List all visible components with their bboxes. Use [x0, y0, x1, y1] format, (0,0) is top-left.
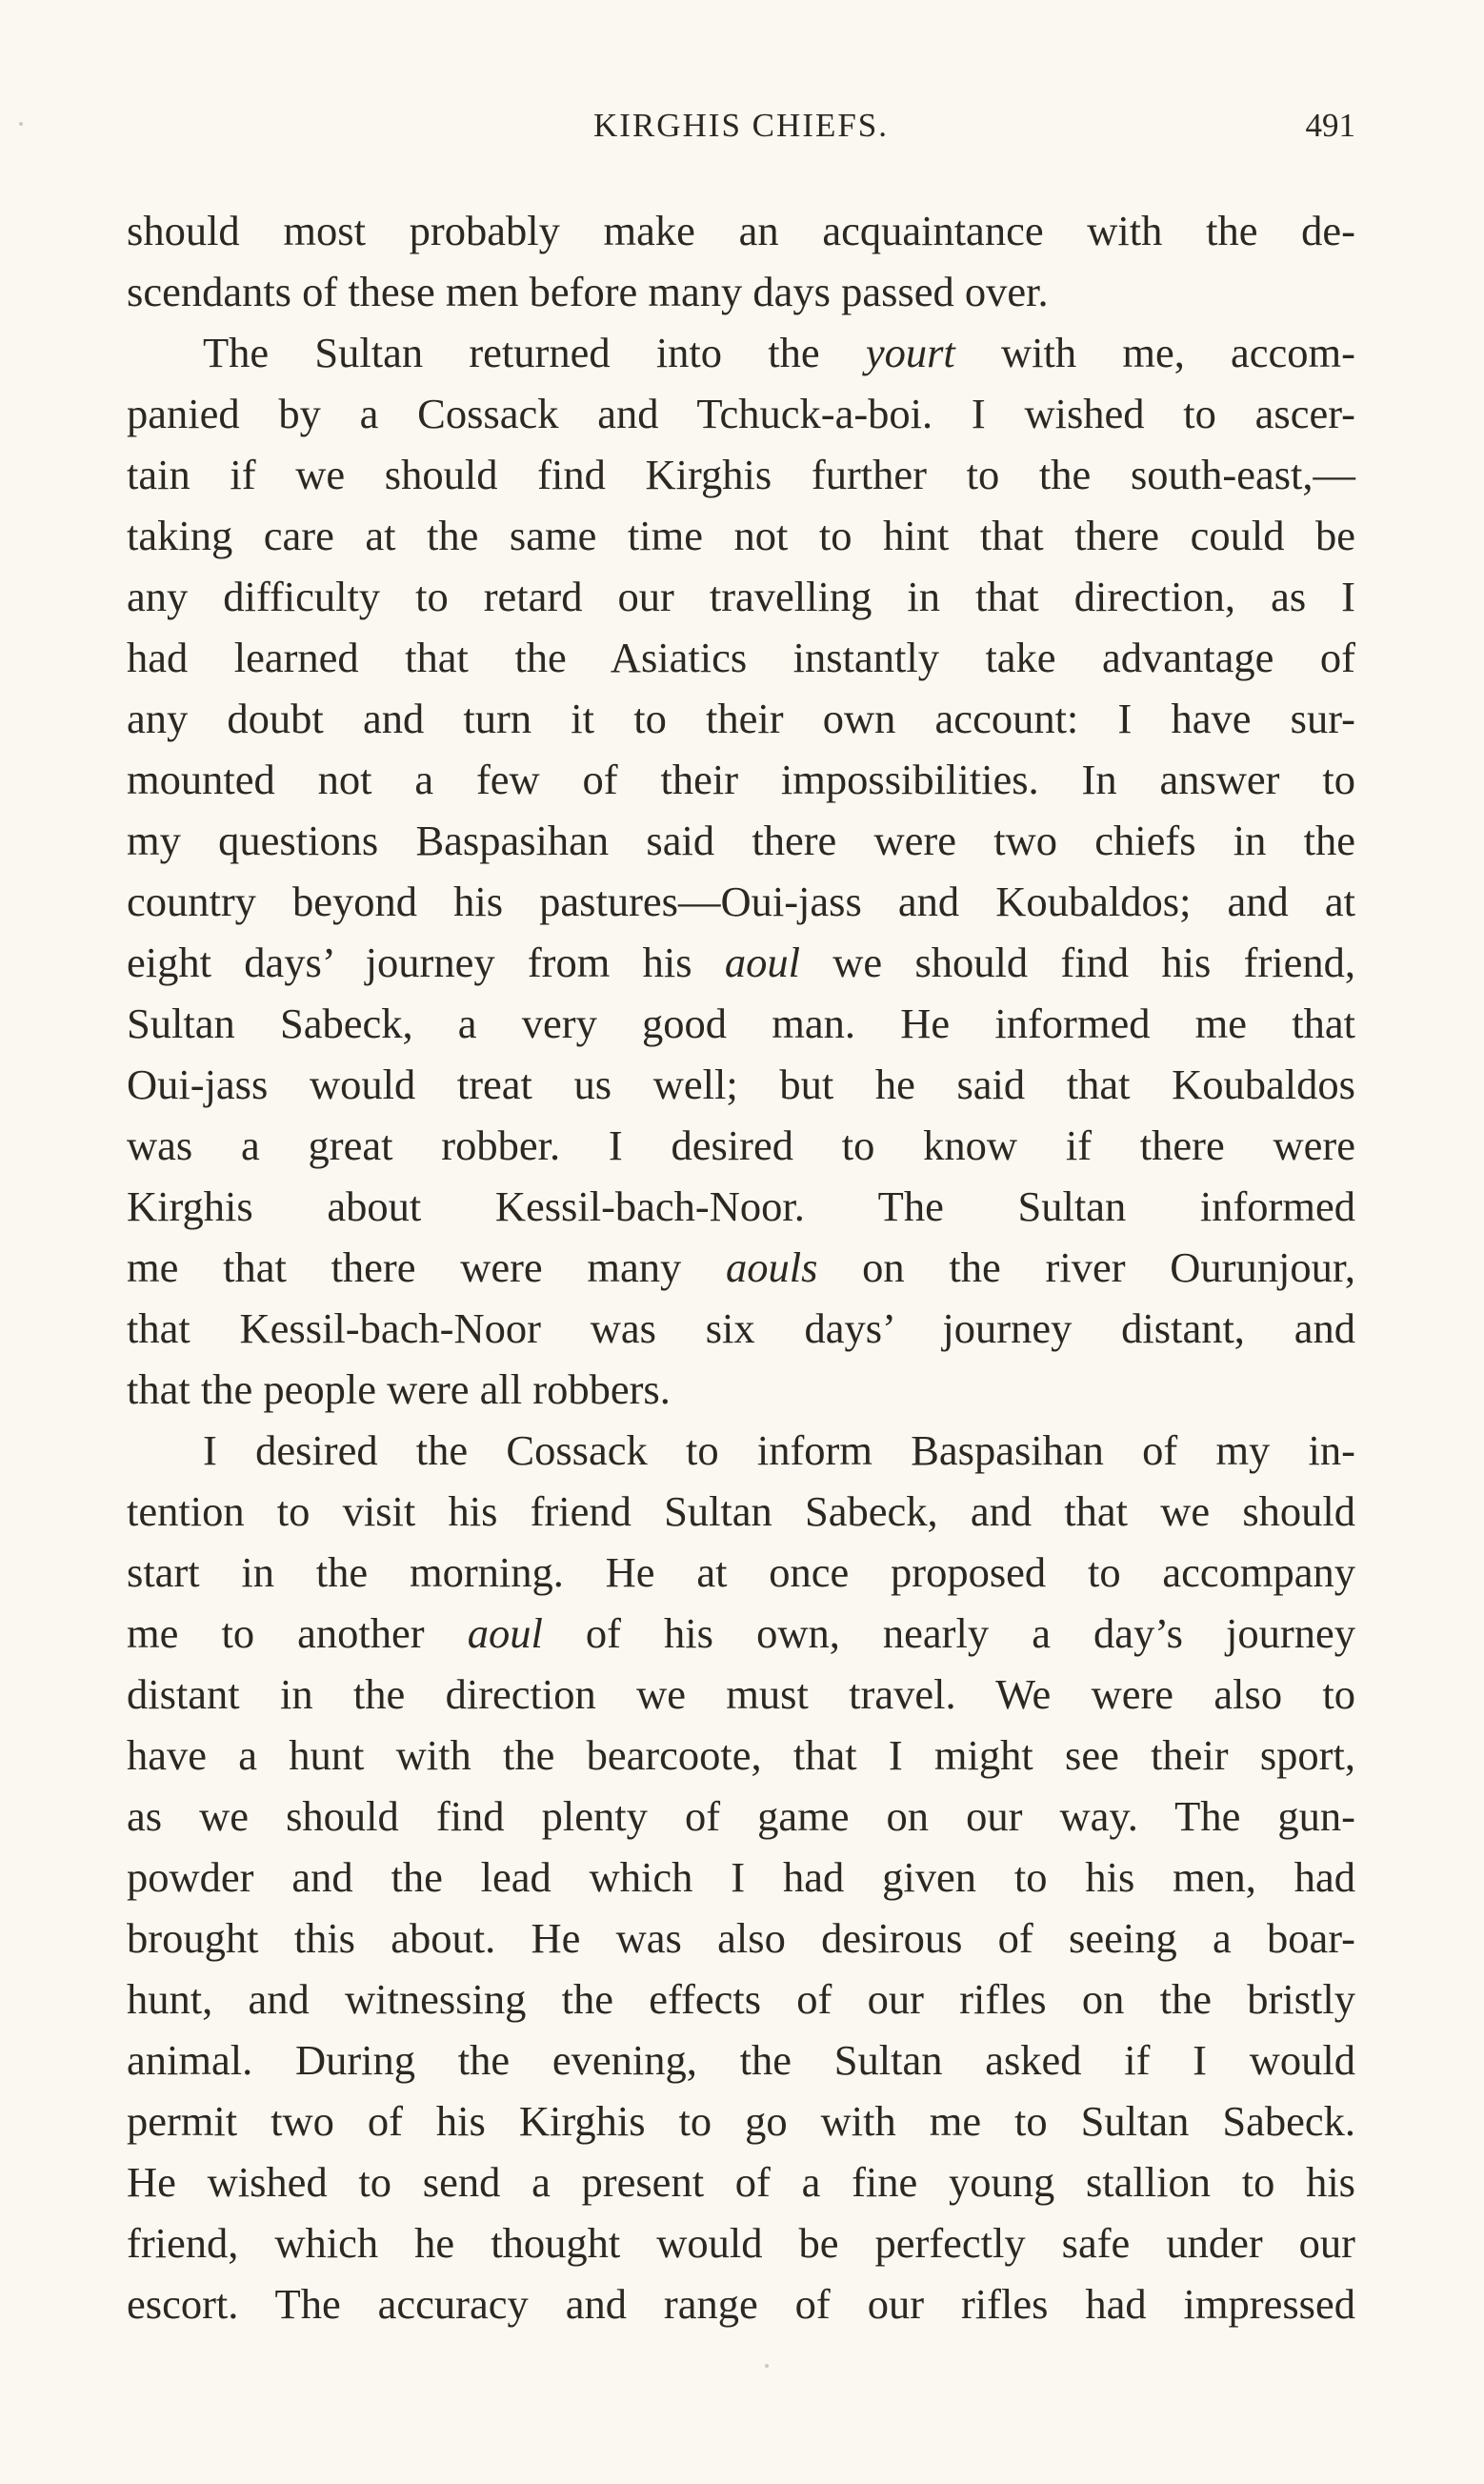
text-line: that Kessil-bach-Noor was six days’ journey distant, and — [127, 1304, 1355, 1352]
text-line: mounted not a few of their impossibilities. In answer to — [127, 756, 1355, 803]
text-line: hunt, and witnessing the effects of our rifles on the bristly — [127, 1975, 1355, 2023]
text-line: had learned that the Asiatics instantly take advantage of — [127, 634, 1355, 681]
page-number: 491 — [1305, 107, 1355, 144]
text-line: taking care at the same time not to hint that there could be — [127, 512, 1355, 559]
text-line: eight days’ journey from his aoul we should find his friend, — [127, 939, 1355, 986]
text-line: Sultan Sabeck, a very good man. He informed me that — [127, 1000, 1355, 1047]
text-line: distant in the direction we must travel. We were also to — [127, 1670, 1355, 1718]
text-line: brought this about. He was also desirous of seeing a boar- — [127, 1914, 1355, 1962]
page-header — [127, 107, 1355, 164]
text-line: my questions Baspasihan said there were two chiefs in the — [127, 817, 1355, 864]
text-line: me to another aoul of his own, nearly a day’s journey — [127, 1609, 1355, 1657]
text-line: I desired the Cossack to inform Baspasihan of my in- — [203, 1426, 1355, 1474]
text-line: any doubt and turn it to their own account: I have sur- — [127, 695, 1355, 742]
text-line: tention to visit his friend Sultan Sabeck, and that we should — [127, 1487, 1355, 1535]
paper-speck — [765, 2364, 769, 2368]
text-line: powder and the lead which I had given to his men, had — [127, 1853, 1355, 1901]
text-line: any difficulty to retard our travelling in that direction, as I — [127, 573, 1355, 620]
italic-word: yourt — [865, 329, 955, 376]
text-line: that the people were all robbers. — [127, 1365, 671, 1413]
text-line: me that there were many aouls on the river Ourunjour, — [127, 1243, 1355, 1291]
text-line: Oui-jass would treat us well; but he said that Koubaldos — [127, 1060, 1355, 1108]
text-line: should most probably make an acquaintance with the de- — [127, 207, 1355, 254]
text-line: was a great robber. I desired to know if there were — [127, 1121, 1355, 1169]
text-line: have a hunt with the bearcoote, that I might see their sport, — [127, 1731, 1355, 1779]
text-line: tain if we should find Kirghis further to the south-east,— — [127, 451, 1355, 498]
running-head: KIRGHIS CHIEFS. — [592, 107, 890, 144]
text-line: The Sultan returned into the yourt with me, accom- — [203, 329, 1355, 376]
text-line: as we should find plenty of game on our way. The gun- — [127, 1792, 1355, 1840]
text-line: friend, which he thought would be perfectly safe under our — [127, 2219, 1355, 2267]
text-line: escort. The accuracy and range of our rifles had impressed — [127, 2280, 1355, 2328]
italic-word: aouls — [726, 1243, 818, 1291]
paper-speck — [19, 122, 23, 126]
text-line: permit two of his Kirghis to go with me to Sultan Sabeck. — [127, 2097, 1355, 2145]
italic-word: aoul — [467, 1609, 543, 1657]
text-line: scendants of these men before many days passed over. — [127, 268, 1049, 315]
text-line: Kirghis about Kessil-bach-Noor. The Sultan informed — [127, 1182, 1355, 1230]
text-line: start in the morning. He at once proposed to accompany — [127, 1548, 1355, 1596]
body-text — [127, 200, 1355, 2334]
italic-word: aoul — [724, 939, 800, 986]
text-line: animal. During the evening, the Sultan asked if I would — [127, 2036, 1355, 2084]
text-line: He wished to send a present of a fine young stallion to his — [127, 2158, 1355, 2206]
text-line: panied by a Cossack and Tchuck-a-boi. I wished to ascer- — [127, 390, 1355, 437]
text-line: country beyond his pastures—Oui-jass and Koubaldos; and at — [127, 878, 1355, 925]
